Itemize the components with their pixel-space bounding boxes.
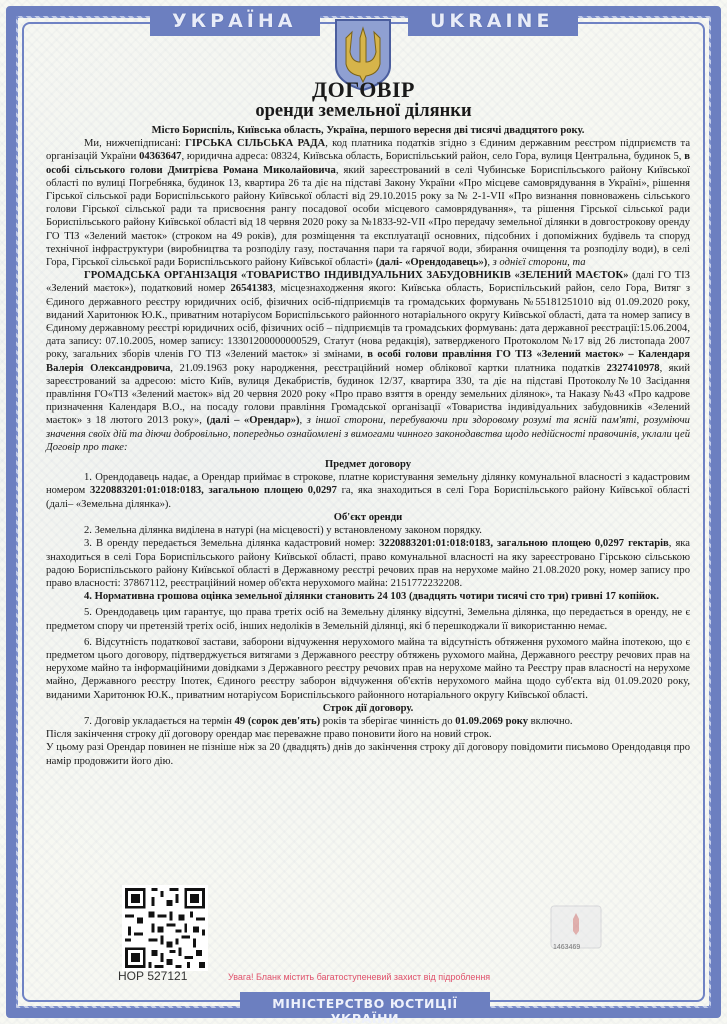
text-span: включно. [528, 715, 573, 727]
qr-code-icon [122, 885, 208, 971]
text-span: 7. Договір укладається на термін [84, 715, 235, 727]
tenant-alias: (далі – «Орендар») [206, 415, 300, 427]
clause-3 [46, 537, 690, 590]
landlord-representative: в особі сільського голови Дмитрієва Романа Миколайовича [46, 151, 690, 176]
text-span: , з іншої сторони, перебуваючи при здоровому розумі та ясній пам'яті, розуміючи значення своїх дій та діючи добровільно, попередньо ознайомлені з вимогами чинного законодавства щодо недійсності правочинів, уклали цей Договір про таке: [46, 415, 690, 453]
clause-4: 4. Нормативна грошова оцінка земельної ділянки становить 24 103 (двадцять чотири тисячі сто три) гривні 17 копійок. [84, 591, 660, 603]
landlord-alias: (далі- «Орендодавець») [375, 257, 488, 269]
section-heading-term: Строк дії договору. [322, 702, 414, 714]
text-span: , місцезнаходження якого: Київська область, Бориспільський район, село Гора, Витяг з Єдиного державного реєстру юридичних осіб, фізичних осіб-підприємців та громадських формувань №55181251010 від 01.09.2020 року, виданий Харитонюк Ю.К., приватним нотаріусом Бориспільського районного нотаріального округу Київської області, дата та номер запису в Єдиному державному реєстрі юридичних осіб, фізичних осіб – підприємців та громадських формувань: дата державної реєстрації:15.06.2004, дата запису: 07.10.2005, номер запису: 13301200000000529, Статут (нова редакція), затвердженого Протоколом №17 від 26 листопада 2007 року, загальних зборів членів ГО ТІЗ «Зелений маєток» зі змінами, [46, 283, 691, 361]
hologram-number: 1463469 [553, 944, 581, 951]
contract-body [46, 124, 690, 768]
clause-1 [46, 471, 690, 511]
cadastral-number: 3220883201:01:018:0183, загальною площею 0,0297 [89, 485, 337, 497]
banner-ukraine-ua: УКРАЇНА [172, 10, 297, 32]
text-span: , який зареєстрований в селі Чубинське Бориспільського району Київської області по вулиці Погребняка, будинок 13, квартира 26 та діє на підставі Закону України «Про місцеве самоврядування в Україні», рішення Гірської сільської ради Бориспільського району Київської області від 29.10.2015 року за № 2-1-VII «Про визнання повноважень сільського голови Гірської сільської ради та присвоєння рангу посадової особи місцевого самоврядування», та рішення Гірської сільської ради Бориспільського району Київської області від 18 червня 2020 року за №1833-92-VII «Про передачу земельної ділянки в довгострокову оренду ГО ТІЗ «Зелений маєток» (строком на 49 років), для розміщення та експлуатації основних, підсобних і допоміжних будівель та споруд технічної інфраструктури (виробництва та розподілу газу, постачання пари та гарячої води, збирання очищення та розподілу води), в селі Гора, Гірської сільської ради Бориспільського району Київської області» [46, 164, 690, 269]
text-span: га, яка знаходиться в селі Гора Бориспільського району Київської області (далі– «Земельна ділянка»). [46, 485, 690, 510]
tenant-name: ГРОМАДСЬКА ОРГАНІЗАЦІЯ «ТОВАРИСТВО ІНДИВІДУАЛЬНИХ ЗАБУДОВНИКІВ «ЗЕЛЕНИЙ МАЄТОК» [84, 270, 629, 282]
document-subtitle: оренди земельної ділянки [255, 101, 472, 121]
text-span: , яка знаходиться в селі Гора Бориспільського району Київської області, право комунальної власності на яку зареєстровано Гірською сільською радою Бориспільського району Київської області в Державному реєстрі речових прав на нерухоме майно 21.08.2020 року, номер запису про право власності: 37867112, реєстраційний номер об'єкта нерухомого майна: 2151772232208. [46, 538, 690, 589]
clause-6: 6. Відсутність податкової застави, заборони відчуження нерухомого майна та відсутність обтяження рухомого майна іпотекою, що є предметом цього договору, підтверджується витягами з Державного реєстру обтяжень рухомого майна, Державного реєстру речових прав на нерухоме майно та інформаційними довідками з Державного реєстру речових прав на нерухоме майно та Реєстру прав власності на нерухоме майно, Державного реєстру Іпотек, Єдиного реєстру заборон відчуження об'єктів нерухомого майна щодо суб'єкта від 01.09.2020 року, виданими Харитонюк Ю.К., приватним нотаріусом Бориспільського районного нотаріального округу Київської області. [46, 636, 690, 701]
text-span: , код платника податків згідно з Єдиним державним реєстром підприємств та організацій України [46, 138, 691, 163]
text-span: , який зареєстрований за адресою: місто Київ, вулиця Декабристів, будинок 12/37, квартира 330, та діє на підставі Протоколу№10 Засідання правління ГО«ТІЗ «Зелений маєток» від 20 червня 2020 року «Про право взяття в оренду земельних ділянок», та Наказу №43 «Про кадрове призначення Календаря В.О., на посаду голови правління Громадської організації «Товариства індивідуальних забудовників «Зелений маєток» з 18 лютого 2013 року», [46, 362, 691, 427]
text-span: , 21.09.1963 року народження, реєстраційний номер облікової картки платника податків [170, 362, 607, 374]
ministry-of-justice-footer: МІНІСТЕРСТВО ЮСТИЦІЇ УКРАЇНИ [272, 996, 458, 1024]
text-span: років та зберігає чинність до [320, 715, 456, 727]
text-span: , юридична адреса: 08324, Київська область, Бориспільський район, село Гора, вулиця Центральна, будинок 5, [181, 151, 685, 163]
text-span: (далі ГО ТІЗ «Зелений маєток»), податковий номер [46, 270, 690, 295]
clause-7-notice: У цьому разі Орендар повинен не пізніше ніж за 20 (двадцять) днів до закінчення строку дії договору повідомити письмово Орендодавця про намір продовжити його дію. [46, 742, 690, 767]
banner-ukraine-en: UKRAINE [430, 10, 554, 32]
preamble-landlord [46, 137, 690, 269]
hologram-stamp-icon [550, 905, 602, 949]
text-span: 3. В оренду передається Земельна ділянка кадастровий номер: [84, 538, 380, 550]
landlord-code: 04363647 [139, 151, 182, 163]
clause-5: 5. Орендодавець цим гарантує, що права третіх осіб на Земельну ділянку відсутні, Земельна ділянка, що передається в оренду, не є предметом спору чи претензій третіх осіб, інших недоліків в Земельній ділянці, які б перешкоджали її використанню немає. [46, 607, 690, 632]
section-heading-subject: Предмет договору [324, 459, 412, 471]
text-span: 1. Орендодавець надає, а Орендар приймає в строкове, платне користування земельну ділянку комунальної власності з кадастровим номером [46, 472, 690, 497]
text-span: Ми, нижчепідписані: [84, 138, 186, 150]
place-date: Місто Бориспіль, Київська область, Україна, першого вересня дві тисячі двадцятого року. [151, 125, 585, 136]
tenant-tax-number: 26541383 [230, 283, 273, 295]
section-heading-object: Об'єкт оренди [333, 511, 403, 523]
document-title: ДОГОВІР [312, 77, 415, 102]
tenant-rnokpp: 2327410978 [606, 362, 660, 374]
preamble-tenant [46, 269, 690, 454]
clause-7-renewal: Після закінчення строку дії договору орендар має переважне право поновити його на новий строк. [46, 729, 492, 741]
blank-serial-number: НОР 527121 [118, 969, 188, 983]
tenant-representative: в особі голови правління ГО ТІЗ «Зелений маєток» – Календаря Валерія Олександровича [46, 349, 690, 374]
cadastral-number: 3220883201:01:018:0183, загальною площею 0,0297 гектарів [379, 538, 669, 550]
landlord-name: ГІРСЬКА СІЛЬСЬКА РАДА [185, 138, 326, 150]
security-warning: Увага! Бланк містить багатоступеневий захист від підроблення [228, 972, 491, 982]
term-years: 49 (сорок дев'ять) [234, 715, 321, 727]
clause-2: 2. Земельна ділянка виділена в натурі (на місцевості) у встановленому законом порядку. [84, 525, 482, 537]
term-end-date: 01.09.2069 року [455, 715, 529, 727]
clause-7 [46, 715, 690, 728]
text-span: , з однієї сторони, та [487, 257, 586, 269]
